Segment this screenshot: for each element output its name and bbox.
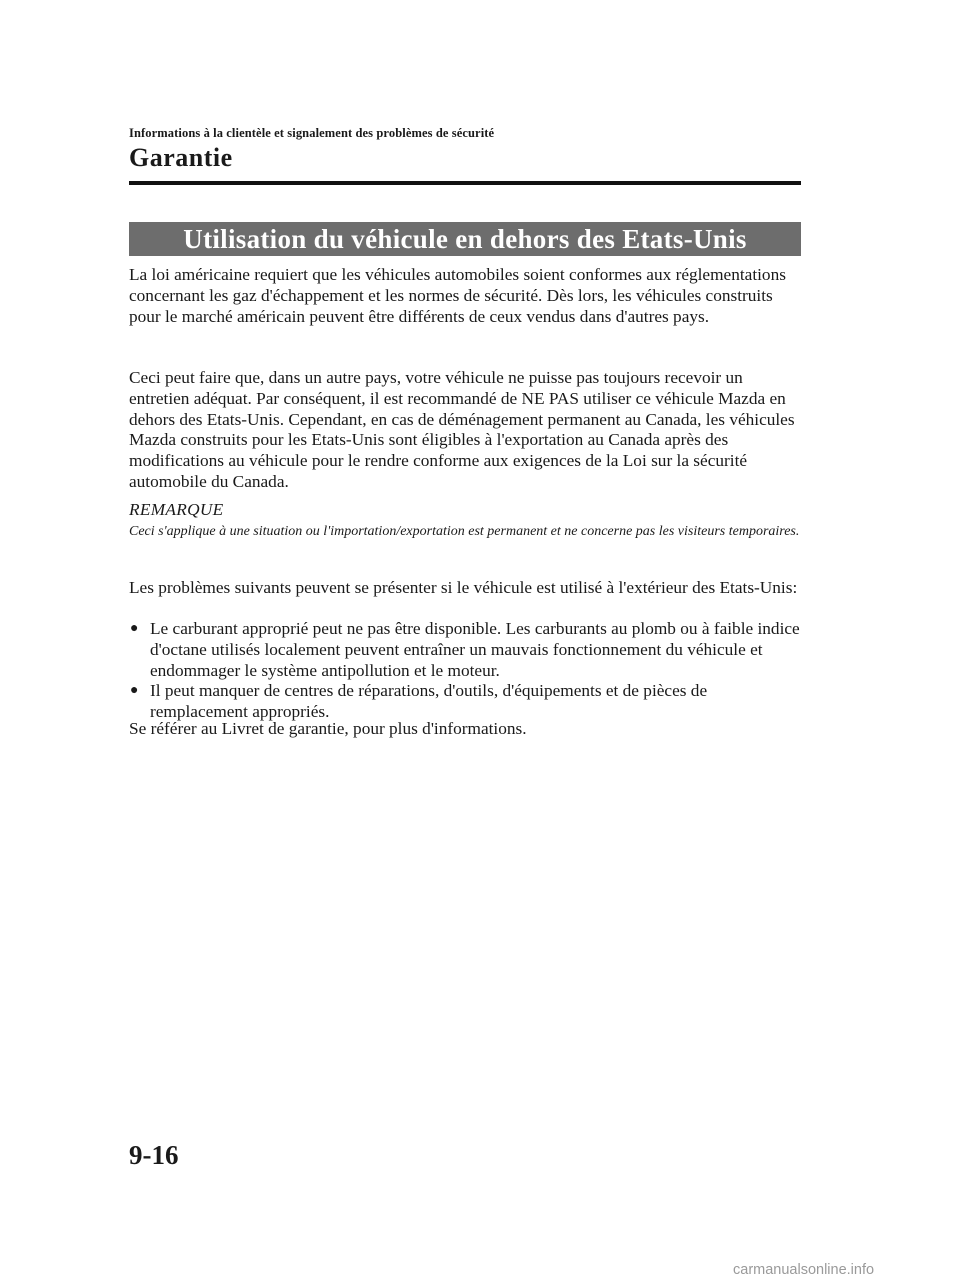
bullet-icon: ● — [130, 621, 139, 636]
paragraph-problems: Les problèmes suivants peuvent se présenter si le véhicule est utilisé à l'extérieur des Etats-Unis: — [129, 578, 798, 597]
list-item — [129, 619, 801, 681]
watermark: carmanualsonline.info — [733, 1262, 875, 1278]
remark-heading: REMARQUE — [129, 500, 224, 519]
problem-list — [129, 619, 801, 723]
remark-text: Ceci s'applique à une situation ou l'importation/exportation est permanent et ne concerne pas les visiteurs temporaires. — [129, 524, 800, 539]
list-item-text: Il peut manquer de centres de réparations, d'outils, d'équipements et de pièces de remplacement appropriés. — [150, 681, 708, 722]
running-head: Informations à la clientèle et signalement des problèmes de sécurité — [129, 126, 495, 140]
paragraph-service: Ceci peut faire que, dans un autre pays, votre véhicule ne puisse pas toujours recevoir un entretien adéquat. Par conséquent, il est recommandé de NE PAS utiliser ce véhicule Mazda en dehors des Etats-Unis. Cependant, en cas de déménagement permanent au Canada, les véhicules Mazda construits pour les Etats-Unis sont éligibles à l'exportation au Canada après des modifications au véhicule pour le rendre conforme aux exigences de la Loi sur la sécurité automobile du Canada. — [129, 368, 795, 491]
bullet-icon: ● — [130, 683, 139, 699]
page-number: 9-16 — [129, 1140, 179, 1170]
section-title: Garantie — [129, 143, 233, 172]
list-item-text: Le carburant approprié peut ne pas être disponible. Les carburants au plomb ou à faible indice d'octane utilisés localement peuvent entraîner un mauvais fonctionnement du véhicule et endommager le système antipollution et le moteur. — [150, 619, 800, 680]
section-banner: Utilisation du véhicule en dehors des Etats-Unis — [129, 222, 801, 256]
list-item — [129, 681, 801, 723]
title-rule — [129, 181, 801, 185]
paragraph-intro: La loi américaine requiert que les véhicules automobiles soient conformes aux réglementations concernant les gaz d'échappement et les normes de sécurité. Dès lors, les véhicules construits pour le marché américain peuvent être différents de ceux vendus dans d'autres pays. — [129, 265, 786, 326]
paragraph-reference: Se référer au Livret de garantie, pour plus d'informations. — [129, 719, 527, 738]
